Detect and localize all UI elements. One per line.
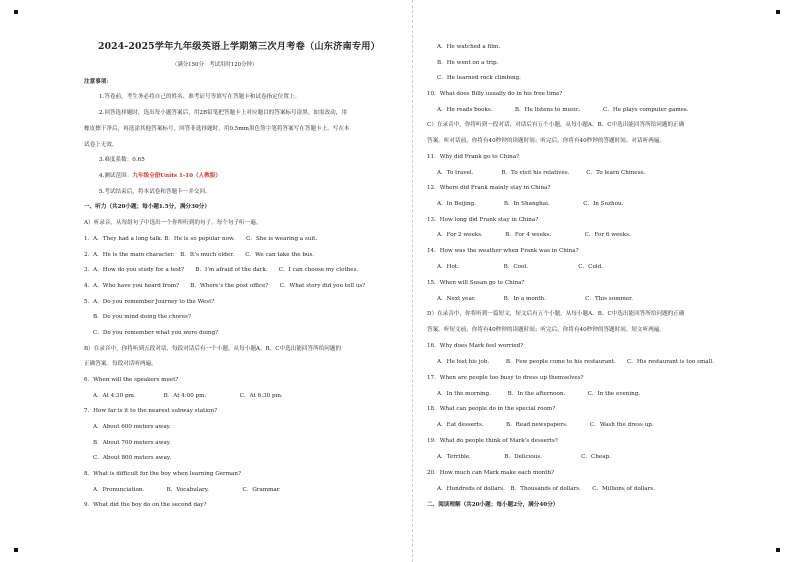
registration-mark <box>776 548 780 552</box>
note-3: 3.难度系数：0.65 <box>99 157 145 163</box>
question-15: 15．When will Susan go to China? <box>427 280 525 286</box>
question-3: 3．A．How do you study for a test? B．I’m afraid of the dark. C．I can choose my clothes. <box>84 267 359 273</box>
question-8-options: A．Pronunciation. B．Vocabulary. C．Grammar. <box>93 487 281 493</box>
part-a-intro: A）听录音，从每组句子中选出一个你所听到的句子。每个句子听一遍。 <box>84 220 262 226</box>
part-b-intro-cont: 正确答案。每段对话听两遍。 <box>84 361 157 367</box>
question-7-option-c: C．About 800 meters away. <box>93 455 172 461</box>
part-c-intro-cont: 答案。听对话前，你将有40秒钟的读题时间；听完后，你将有40秒钟的答题时间。对话听两遍。 <box>427 138 665 144</box>
question-17: 17．When are people too busy to dress up themselves? <box>427 375 584 381</box>
question-14: 14．How was the weather when Frank was in China? <box>427 248 579 254</box>
question-13: 13．How long did Frank stay in China? <box>427 217 539 223</box>
part-d-intro-cont: 答案。听短文前，你将有40秒钟的读题时间；听完后，你将有40秒钟的答题时间。短文听两遍。 <box>427 327 665 333</box>
question-20: 20．How much can Mark make each month? <box>427 470 555 476</box>
note-2-cont: 试卷上无效。 <box>84 142 118 148</box>
note-4: 4.测试范围：九年级全册Units 1-10（人教版） <box>99 173 221 179</box>
question-10: 10．What does Billy usually do in his free time? <box>427 91 563 97</box>
question-7-option-b: B．About 700 meters away. <box>93 440 171 446</box>
test-range: 九年级全册Units 1-10（人教版） <box>132 173 221 179</box>
question-14-options: A．Hot. B．Cool. C．Cold. <box>437 264 603 270</box>
question-7-option-a: A．About 600 meters away. <box>93 424 171 430</box>
question-7: 7．How far is it to the nearest subway station? <box>84 408 218 414</box>
question-1: 1．A．They had a long talk. B．He is so popular now. C．She is wearing a suit. <box>84 236 318 242</box>
section-reading: 二、阅读理解（共20小题；每小题2分，满分40分） <box>427 502 559 508</box>
part-c-intro: C）在录音中，你将听到一段对话，对话后有五个小题，从每小题A、B、C中选出能回答所给问题的正确 <box>427 122 685 128</box>
note-2-cont: 橡皮擦干净后，再选涂其他答案标号。回答非选择题时，用0.5mm黑色签字笔将答案写在答题卡上。写在本 <box>84 126 350 132</box>
column-divider <box>412 0 413 562</box>
question-6-options: A．At 4:30 pm. B．At 4:00 pm. C．At 6:30 pm. <box>93 393 283 399</box>
question-5: 5．A．Do you remember Journey to the West? <box>84 299 215 305</box>
question-9-option-b: B．He went on a trip. <box>437 60 499 66</box>
part-b-intro: B）在录音中，你将听到五段对话，每段对话后有一个小题，从每小题A、B、C中选出能回答所给问题的 <box>84 346 342 352</box>
note-5: 5.考试结束后，将本试卷和答题卡一并交回。 <box>99 189 211 195</box>
question-11: 11．Why did Frank go to China? <box>427 154 520 160</box>
question-11-options: A．To travel. B．To visit his relatives. C．To learn Chinese. <box>437 170 646 176</box>
question-16: 16．Why does Mark feel worried? <box>427 343 524 349</box>
registration-mark <box>776 10 780 14</box>
question-5-option-c: C．Do you remember what you were doing? <box>93 330 219 336</box>
question-19: 19．What do people think of Mark’s desserts? <box>427 438 558 444</box>
question-18-options: A．Eat desserts. B．Read newspapers. C．Wash the dress up. <box>437 422 654 428</box>
question-6: 6．When will the speakers meet? <box>84 377 179 383</box>
question-18: 18．What can people do in the special room? <box>427 406 556 412</box>
question-13-options: A．For 2 weeks. B．For 4 weeks. C．For 6 weeks. <box>437 232 631 238</box>
question-17-options: A．In the morning. B．In the afternoon. C．In the evening. <box>437 391 641 397</box>
question-2: 2．A．He is the main character. B．It’s much older. C．We can take the bus. <box>84 252 315 258</box>
question-12-options: A．In Beijing. B．In Shanghai. C．In Suzhou. <box>437 201 624 207</box>
exam-subtitle: （满分150分 考试用时120分钟） <box>172 62 258 68</box>
registration-mark <box>14 548 18 552</box>
registration-mark <box>14 10 18 14</box>
question-15-options: A．Next year. B．In a month. C．This summer. <box>437 296 633 302</box>
question-9-option-a: A．He watched a film. <box>437 44 501 50</box>
question-19-options: A．Terrible. B．Delicious. C．Cheap. <box>437 454 611 460</box>
question-10-options: A．He reads books. B．He listens to music. C．He plays computer games. <box>437 107 689 113</box>
question-9-option-c: C．He learned rock climbing. <box>437 75 521 81</box>
question-4: 4．A．Who have you heard from? B．Where’s the post office? C．What story did you tell us? <box>84 283 366 289</box>
note-1: 1.答卷前，考生务必将自己的姓名、准考证号等填写在答题卡和试卷指定位置上。 <box>99 94 301 100</box>
question-9: 9．What did the boy do on the second day? <box>84 502 207 508</box>
part-d-intro: D）在录音中，你将听到一篇短文，短文后有五个小题，从每小题A、B、C中选出能回答所给问题的正确 <box>427 311 685 317</box>
question-5-option-b: B．Do you mind doing the chores? <box>93 314 191 320</box>
section-listening: 一、听力（共20小题；每小题1.5分，满分30分） <box>84 204 210 210</box>
question-16-options: A．He lost his job. B．Few people come to his restaurant. C．His restaurant is too small. <box>437 359 714 365</box>
note-2: 2.回答选择题时，选出每小题答案后，用2B铅笔把答题卡上对应题目的答案标号涂黑。如需改动，用 <box>99 110 347 116</box>
question-20-options: A．Hundreds of dollars. B．Thousands of dollars. C．Millions of dollars. <box>437 486 655 492</box>
notes-heading: 注意事项： <box>84 79 112 85</box>
question-12: 12．Where did Frank mainly stay in China? <box>427 185 551 191</box>
exam-title: 2024-2025学年九年级英语上学期第三次月考卷（山东济南专用） <box>98 41 381 52</box>
question-8: 8．What is difficult for the boy when learning German? <box>84 471 241 477</box>
